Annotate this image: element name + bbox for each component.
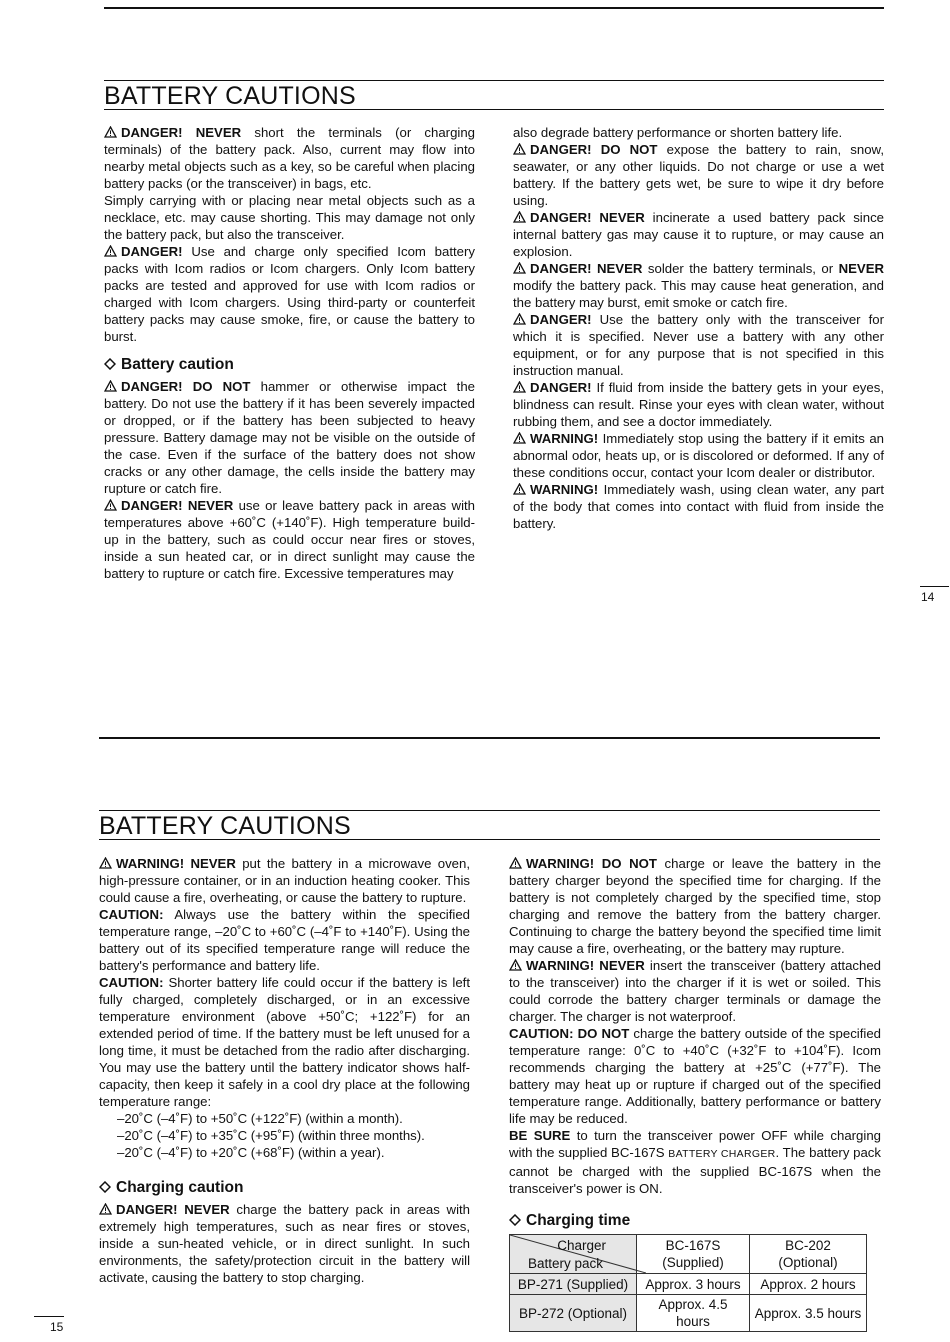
warning-triangle-icon [509, 958, 522, 970]
paragraph: DANGER! If fluid from inside the battery gets in your eyes, blindness can result. Rinse your eyes with clean water, without rubbing them, and see a doctor immediately. [513, 380, 884, 429]
table-cell: Approx. 3.5 hours [750, 1295, 867, 1332]
paragraph: DANGER! DO NOT hammer or otherwise impact the battery. Do not use the battery if it has been severely impacted or dropped, or if the battery has been subjected to heavy pressure. Battery damage may not be visible on the outside of the case. Even if the surface of the battery does not show cracks or any other damage, the cells inside the battery may rupture or catch fire. [104, 379, 475, 496]
warning-triangle-icon [104, 125, 117, 137]
temperature-range-item: –20˚C (–4˚F) to +20˚C (+68˚F) (within a year). [117, 1145, 385, 1160]
paragraph: WARNING! NEVER insert the transceiver (battery attached to the transceiver) into the charger if it is wet or soiled. This could corrode the battery charger terminals or damage the charger. The charger is not waterproof. [509, 958, 881, 1024]
paragraph: DANGER! NEVER charge the battery pack in areas with extremely high temperatures, such as near fires or stoves, inside a sun-heated vehicle, or in direct sunlight. In such environments, the safety/protection circuit in the battery will activate, causing the battery to stop charging. [99, 1202, 471, 1285]
paragraph: WARNING! Immediately stop using the battery if it emits an abnormal odor, heats up, or is discolored or deformed. If any of these conditions occur, contact your Icom dealer or distributor. [513, 431, 884, 480]
table-row [510, 1235, 867, 1274]
section-heading: Charging caution [99, 1178, 470, 1198]
page-number-rule [34, 1316, 64, 1317]
page-title: BATTERY CAUTIONS [99, 812, 351, 840]
paragraph: WARNING! NEVER put the battery in a microwave oven, high-pressure container, or in an induction heating cooker. This could cause a fire, overheating, or cause the battery to rupture. [99, 856, 470, 905]
table-row [510, 1295, 867, 1332]
table-corner-bottom: Battery pack [528, 1256, 604, 1271]
paragraph: DANGER! NEVER incinerate a used battery pack since internal battery gas may cause it to rupture, or may cause an explosion. [513, 210, 884, 259]
warning-triangle-icon [513, 142, 526, 154]
warning-triangle-icon [104, 379, 117, 391]
paragraph: CAUTION: Always use the battery within the specified temperature range, –20˚C to +60˚C (–4˚F to +140˚F). Using the battery out of its specified temperature range will reduce the battery's performance and battery life. [99, 907, 470, 973]
warning-triangle-icon [513, 380, 526, 392]
bottom-header-rule [99, 737, 880, 739]
diamond-icon [509, 1212, 521, 1224]
warning-triangle-icon [99, 1202, 112, 1214]
warning-triangle-icon [99, 856, 112, 868]
paragraph: DANGER! Use the battery only with the transceiver for which it is specified. Never use a battery with any other equipment, or for any purpose that is not specified in this instruction manual. [513, 312, 884, 378]
warning-triangle-icon [513, 482, 526, 494]
page-title: BATTERY CAUTIONS [104, 82, 356, 110]
table-header-cell: BC-167S (Supplied) [637, 1235, 750, 1274]
bottom-title-rule-upper [99, 810, 880, 811]
table-cell: Approx. 3 hours [637, 1274, 750, 1295]
table-header-cell: BC-202 (Optional) [750, 1235, 867, 1274]
diamond-icon [99, 1179, 111, 1191]
paragraph: Simply carrying with or placing near metal objects such as a necklace, etc. may cause shorting. This may damage not only the battery pack, but also the transceiver. [104, 193, 475, 242]
warning-triangle-icon [513, 312, 526, 324]
table-cell: Approx. 4.5 hours [637, 1295, 750, 1332]
paragraph: DANGER! NEVER short the terminals (or charging terminals) of the battery pack. Also, current may flow into nearby metal objects such as a key, so be careful when placing battery packs (or the transceiver) in bags, etc. [104, 125, 475, 191]
warning-triangle-icon [513, 210, 526, 222]
paragraph: WARNING! Immediately wash, using clean water, any part of the body that comes into contact with fluid from inside the battery. [513, 482, 884, 531]
paragraph: BE SURE to turn the transceiver power OFF while charging with the supplied BC-167S BATTERY CHARGER. The battery pack cannot be charged with the supplied BC-167S when the transceiver's power is ON. [509, 1128, 881, 1196]
temperature-range-item: –20˚C (–4˚F) to +50˚C (+122˚F) (within a month). [117, 1111, 403, 1126]
warning-triangle-icon [509, 856, 522, 868]
bottom-left-column [99, 855, 470, 1286]
warning-triangle-icon [513, 431, 526, 443]
bottom-title-rule-lower [99, 839, 880, 840]
paragraph: CAUTION: Shorter battery life could occur if the battery is left fully charged, completely discharged, or in an excessive temperature environment (above +50˚C; +122˚F) for an extended period of time. If the battery must be left unused for a long time, it must be detached from the radio after discharging. You may use the battery until the battery indicator shows half-capacity, then keep it safely in a cool dry place at the following temperature range: [99, 975, 470, 1109]
bottom-right-column [509, 855, 881, 1332]
diamond-icon [104, 356, 116, 368]
table-cell: BP-271 (Supplied) [510, 1274, 637, 1295]
charging-time-table [509, 1234, 867, 1332]
top-title-rule-lower [104, 109, 884, 110]
top-header-rule [104, 7, 884, 9]
paragraph: DANGER! Use and charge only specified Icom battery packs with Icom radios or Icom chargers. Only Icom battery packs are tested and approved for use with Icom radios or charged with Icom chargers. Using third-party or counterfeit battery packs may cause smoke, fire, or cause the battery to burst. [104, 244, 475, 344]
page-number: 15 [50, 1320, 64, 1334]
table-cell: Approx. 2 hours [750, 1274, 867, 1295]
page-number: 14 [921, 590, 935, 604]
table-corner-top: Charger [557, 1238, 606, 1253]
top-left-column [104, 124, 475, 582]
top-title-rule-upper [104, 80, 884, 81]
table-row [510, 1274, 867, 1295]
table-cell: BP-272 (Optional) [510, 1295, 637, 1332]
section-heading: Charging time [509, 1211, 881, 1231]
warning-triangle-icon [104, 244, 117, 256]
top-right-column [513, 124, 884, 532]
paragraph: also degrade battery performance or shorten battery life. [513, 125, 843, 140]
section-heading: Battery caution [104, 355, 475, 375]
paragraph: CAUTION: DO NOT charge the battery outside of the specified temperature range: 0˚C to +40˚C (+32˚F to +104˚F). Icom recommends charging the battery at +25˚C (+77˚F). The battery may heat up or rupture if charged out of the specified temperature range. Additionally, battery performance or battery life may be reduced. [509, 1026, 881, 1126]
paragraph: WARNING! DO NOT charge or leave the battery in the battery charger beyond the specified time for charging. If the battery is not completely charged by the specified time, stop charging and remove the battery from the battery charger. Continuing to charge the battery beyond the specified time limit may cause a fire, overheating, or the battery may rupture. [509, 856, 881, 956]
paragraph: DANGER! NEVER use or leave battery pack in areas with temperatures above +60˚C (+140˚F). High temperature build-up in the battery, such as could occur near fires or stoves, inside a sun heated car, or in direct sunlight may cause the battery to rupture or catch fire. Excessive temperatures may [104, 498, 476, 581]
temperature-range-item: –20˚C (–4˚F) to +35˚C (+95˚F) (within three months). [117, 1128, 425, 1143]
table-corner-cell [510, 1235, 637, 1274]
page-number-rule [920, 586, 949, 587]
paragraph: DANGER! NEVER solder the battery terminals, or NEVER modify the battery pack. This may cause heat generation, and the battery may burst, emit smoke or catch fire. [513, 261, 885, 310]
paragraph: DANGER! DO NOT expose the battery to rain, snow, seawater, or any other liquids. Do not charge or use a wet battery. If the battery gets wet, be sure to wipe it dry before using. [513, 142, 884, 208]
warning-triangle-icon [104, 498, 117, 510]
warning-triangle-icon [513, 261, 526, 273]
